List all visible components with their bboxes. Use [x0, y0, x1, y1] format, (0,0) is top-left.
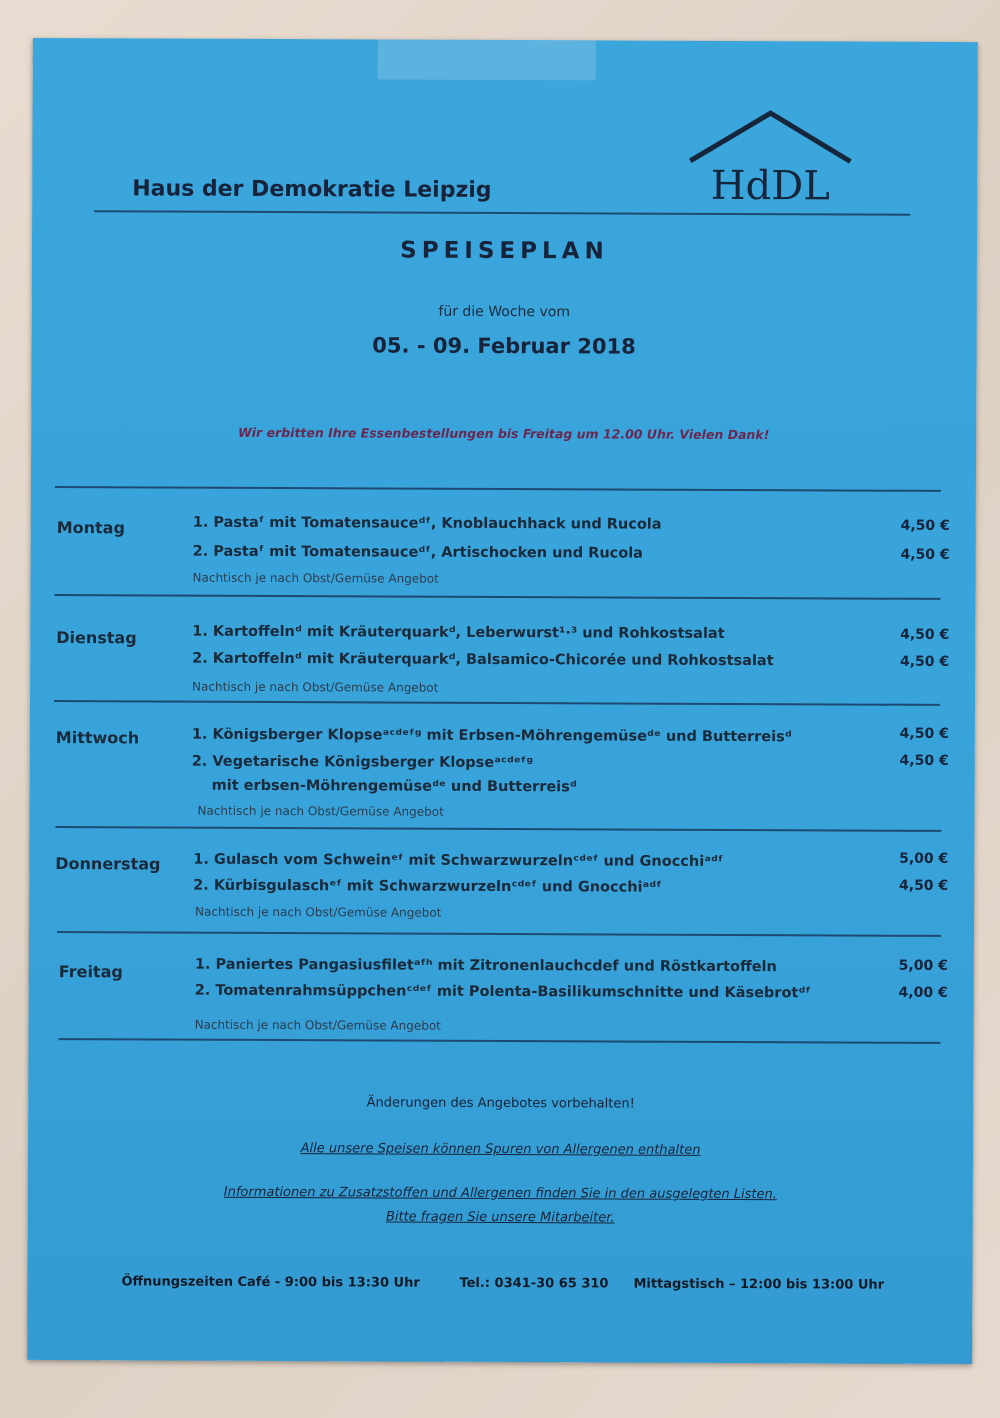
dish: 2. Vegetarische Königsberger Klopseᵃᶜᵈᵉᶠᵍ: [191, 753, 534, 772]
dessert-note: Nachtisch je nach Obst/Gemüse Angebot: [195, 904, 442, 920]
price: 4,50 €: [899, 653, 950, 670]
day-name: Mittwoch: [55, 728, 140, 748]
dish: 2. Pastaᶠ mit Tomatensauceᵈᶠ, Artischocken und Rucola: [192, 543, 644, 562]
page-title: SPEISEPLAN: [400, 237, 609, 265]
week-dates: 05. - 09. Februar 2018: [372, 333, 636, 359]
dish: 1. Königsberger Klopseᵃᶜᵈᵉᶠᵍ mit Erbsen-Möhrengemüseᵈᵉ und Butterreisᵈ: [191, 726, 792, 746]
price: 4,50 €: [900, 517, 950, 534]
logo-text: HdDL: [710, 162, 830, 210]
dish: 2. Tomatenrahmsüppchenᶜᵈᵉᶠ mit Polenta-Basilikumschnitte und Käsebrotᵈᶠ: [194, 982, 811, 1002]
info-line-2: Bitte fragen Sie unsere Mitarbeiter.: [385, 1209, 615, 1226]
menu-sheet: [27, 38, 978, 1364]
dessert-note: Nachtisch je nach Obst/Gemüse Angebot: [192, 679, 439, 695]
allergen-note: Alle unsere Speisen können Spuren von Allergenen enthalten: [300, 1141, 701, 1158]
section-rule: [54, 700, 940, 706]
section-rule: [55, 486, 941, 492]
order-note: Wir erbitten Ihre Essenbestellungen bis Freitag um 12.00 Uhr. Vielen Dank!: [237, 424, 770, 443]
footer: [27, 1274, 972, 1293]
dish: 1. Paniertes Pangasiusfiletᵃᶠʰ mit Zitronenlauchcdef und Röstkartoffeln: [194, 956, 777, 976]
day-name: Donnerstag: [55, 854, 161, 874]
price: 5,00 €: [899, 850, 949, 867]
org-name: Haus der Demokratie Leipzig: [132, 176, 492, 203]
day-name: Freitag: [58, 962, 123, 982]
dish: 2. Kartoffelnᵈ mit Kräuterquarkᵈ, Balsamico-Chicorée und Rohkostsalat: [192, 650, 774, 670]
section-rule: [59, 1038, 941, 1044]
lunch-hours: Mittagstisch – 12:00 bis 13:00 Uhr: [633, 1276, 885, 1293]
price: 4,50 €: [900, 626, 950, 643]
dessert-note: Nachtisch je nach Obst/Gemüse Angebot: [194, 1017, 441, 1033]
hddl-logo: [684, 107, 856, 212]
changes-note: Änderungen des Angebotes vorbehalten!: [366, 1095, 635, 1112]
dish-continued: mit erbsen-Möhrengemüseᵈᵉ und Butterreisᵈ: [211, 777, 577, 796]
dish: 2. Kürbisgulaschᵉᶠ mit Schwarzwurzelnᶜᵈᵉᶠ und Gnocchiᵃᵈᶠ: [193, 877, 662, 896]
dessert-note: Nachtisch je nach Obst/Gemüse Angebot: [197, 803, 444, 819]
price: 4,50 €: [899, 725, 949, 742]
price: 4,50 €: [899, 752, 949, 769]
info-line-1: Informationen zu Zusatzstoffen und Allergenen finden Sie in den ausgelegten Listen.: [223, 1184, 777, 1203]
dish: 1. Kartoffelnᵈ mit Kräuterquarkᵈ, Leberwurst¹·³ und Rohkostsalat: [192, 623, 725, 642]
cafe-hours: Öffnungszeiten Café - 9:00 bis 13:30 Uhr: [121, 1274, 420, 1291]
dessert-note: Nachtisch je nach Obst/Gemüse Angebot: [192, 570, 439, 586]
price: 4,50 €: [900, 546, 950, 563]
phone-number: Tel.: 0341-30 65 310: [459, 1275, 609, 1292]
tape-strip: [378, 39, 596, 80]
price: 4,00 €: [898, 984, 948, 1001]
dish: 1. Pastaᶠ mit Tomatensauceᵈᶠ, Knoblauchhack und Rucola: [192, 514, 662, 533]
price: 5,00 €: [898, 957, 948, 974]
week-intro: für die Woche vom: [438, 303, 571, 321]
day-name: Dienstag: [56, 628, 137, 648]
price: 4,50 €: [898, 877, 949, 894]
dish: 1. Gulasch vom Schweinᵉᶠ mit Schwarzwurzelnᶜᵈᵉᶠ und Gnocchiᵃᵈᶠ: [193, 851, 724, 870]
section-rule: [57, 931, 941, 937]
section-rule: [55, 826, 941, 832]
day-name: Montag: [56, 518, 125, 538]
section-rule: [54, 594, 940, 600]
